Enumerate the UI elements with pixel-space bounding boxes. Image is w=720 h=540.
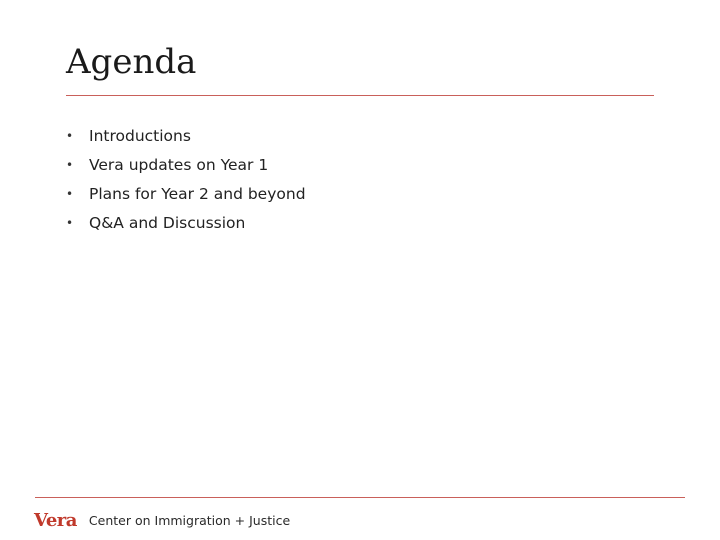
footer: [34, 509, 290, 533]
agenda-item: [66, 123, 306, 152]
bullet-icon: •: [66, 216, 74, 230]
agenda-item: [66, 210, 306, 239]
agenda-list: [66, 123, 306, 239]
agenda-item-text: Introductions: [89, 127, 191, 145]
bullet-icon: •: [66, 158, 74, 172]
org-name: Center on Immigration + Justice: [88, 513, 291, 528]
title-divider: [66, 95, 654, 96]
bullet-icon: •: [66, 187, 74, 201]
agenda-item-text: Plans for Year 2 and beyond: [89, 185, 306, 203]
bullet-icon: •: [66, 129, 74, 143]
agenda-item-text: Q&A and Discussion: [89, 214, 246, 232]
vera-logo: Vera: [34, 510, 77, 531]
slide-title: Agenda: [66, 42, 197, 82]
footer-divider: [35, 497, 685, 498]
agenda-item: [66, 152, 306, 181]
agenda-item: [66, 181, 306, 210]
agenda-item-text: Vera updates on Year 1: [89, 156, 269, 174]
